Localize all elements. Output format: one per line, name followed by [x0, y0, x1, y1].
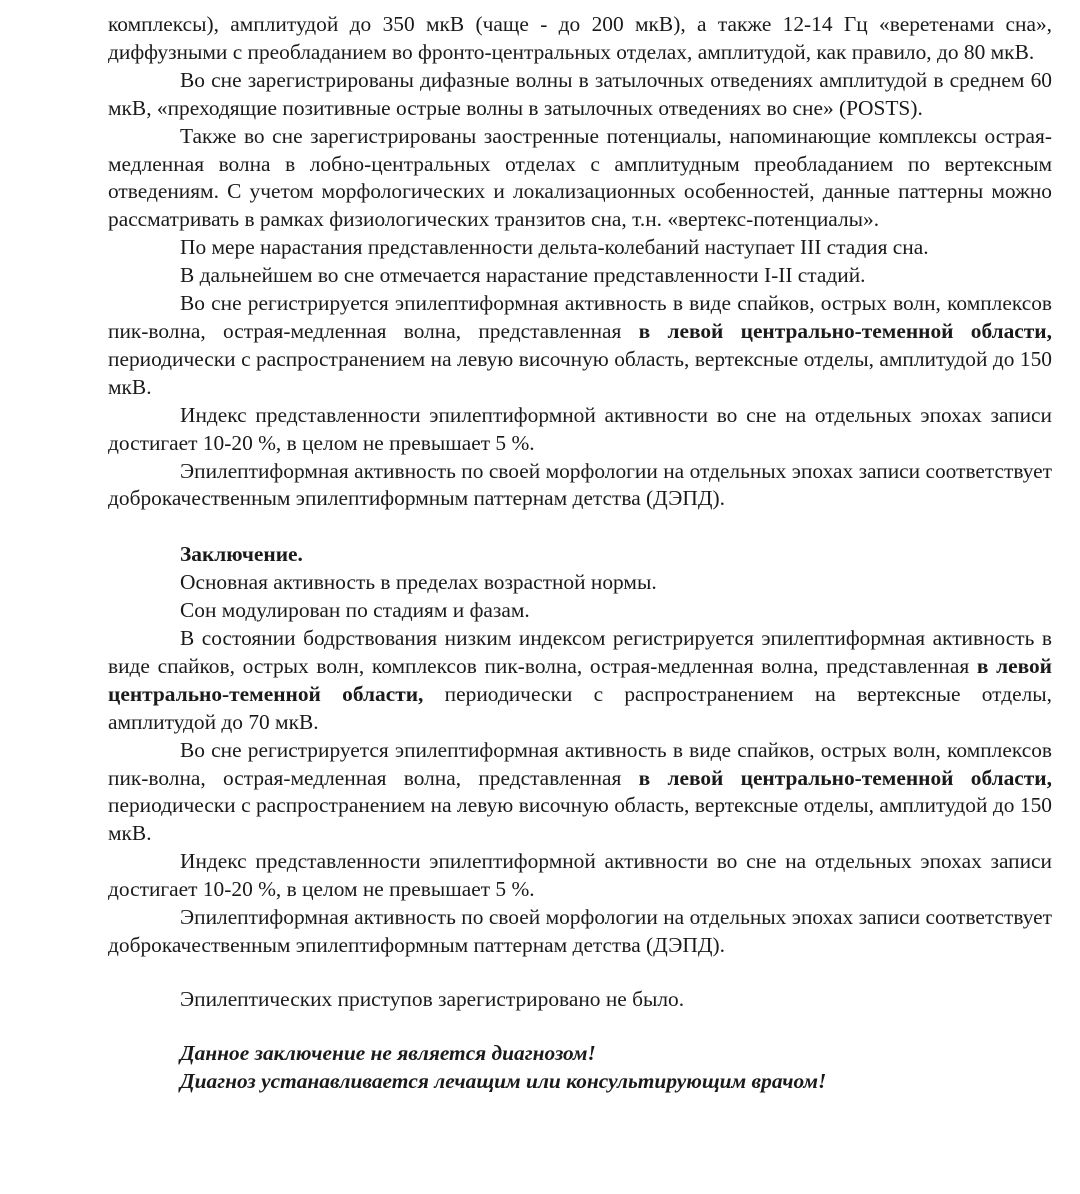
- intro-paragraph-continuation: комплексы), амплитудой до 350 мкВ (чаще - до 200 мкВ), а также 12-14 Гц «веретенами сна», диффузными с преобладанием во фронто-центральных отделах, амплитудой, как правило, до 80 мкВ.: [108, 12, 1052, 64]
- document-page: [108, 11, 1052, 1096]
- bold-location-text: в левой центрально-теменной области,: [638, 765, 1052, 790]
- intro-paragraph-posts: Во сне зарегистрированы дифазные волны в затылочных отведениях амплитудой в среднем 60 мкВ, «преходящие позитивные острые волны в затылочных отведениях во сне» (POSTS).: [108, 67, 1052, 120]
- conclusion-sleep-epileptiform: [108, 737, 1052, 849]
- text-segment: Во сне регистрируется эпилептиформная активность в виде спайков, острых волн, комплексов пик-волна, острая-медленная волна, представленная: [108, 291, 1052, 343]
- conclusion-sleep-modulation: Сон модулирован по стадиям и фазам.: [180, 598, 530, 623]
- intro-paragraph-vertex-potentials: Также во сне зарегистрированы заостренные потенциалы, напоминающие комплексы острая-медленная волна в лобно-центральных отделах с амплитудным преобладанием по вертексным отведениям. С учетом морфологических и локализационных особенностей, данные паттерны можно рассматривать в рамках физиологических транзитов сна, т.н. «вертекс-потенциалы».: [108, 123, 1052, 232]
- conclusion-basic-activity: Основная активность в пределах возрастной нормы.: [180, 570, 657, 595]
- intro-paragraph-index: Индекс представленности эпилептиформной активности во сне на отдельных эпохах записи достигает 10-20 %, в целом не превышает 5 %.: [108, 402, 1052, 455]
- disclaimer-line-1: Данное заключение не является диагнозом!: [180, 1040, 596, 1065]
- bold-location-text: в левой центрально-теменной области,: [108, 653, 1052, 706]
- conclusion-no-seizures: Эпилептических приступов зарегистрировано не было.: [180, 986, 685, 1011]
- intro-paragraph-stages-one-two: В дальнейшем во сне отмечается нарастание представленности I-II стадий.: [180, 263, 866, 288]
- conclusion-index: Индекс представленности эпилептиформной активности во сне на отдельных эпохах записи достигает 10-20 %, в целом не превышает 5 %.: [108, 849, 1052, 902]
- spacer: [108, 513, 1052, 541]
- disclaimer-line-2: Диагноз устанавливается лечащим или консультирующим врачом!: [180, 1068, 827, 1093]
- text-segment: Во сне регистрируется эпилептиформная активность в виде спайков, острых волн, комплексов пик-волна, острая-медленная волна, представленная: [108, 737, 1052, 790]
- conclusion-heading: Заключение.: [180, 542, 303, 567]
- conclusion-morphology: Эпилептиформная активность по своей морфологии на отдельных эпохах записи соответствует доброкачественным эпилептиформным паттернам детства (ДЭПД).: [108, 905, 1052, 957]
- text-segment: В состоянии бодрствования низким индексом регистрируется эпилептиформная активность в виде спайков, острых волн, комплексов пик-волна, острая-медленная волна, представленная: [108, 626, 1052, 678]
- text-segment: периодически с распространением на левую височную область, вертексные отделы, амплитудой до 150 мкВ.: [108, 793, 1052, 846]
- spacer: [108, 1014, 1052, 1040]
- text-segment: периодически с распространением на левую височную область, вертексные отделы, амплитудой до 150 мкВ.: [108, 346, 1052, 399]
- intro-paragraph-sleep-epileptiform: [108, 290, 1052, 402]
- text-segment: периодически с распространением на вертексные отделы, амплитудой до 70 мкВ.: [108, 681, 1052, 734]
- bold-location-text: в левой центрально-теменной области,: [638, 318, 1052, 343]
- conclusion-wake-epileptiform: [108, 625, 1052, 737]
- intro-paragraph-morphology: Эпилептиформная активность по своей морфологии на отдельных эпохах записи соответствует доброкачественным эпилептиформным паттернам детства (ДЭПД).: [108, 458, 1052, 511]
- intro-paragraph-stage-three: По мере нарастания представленности дельта-колебаний наступает III стадия сна.: [180, 235, 929, 260]
- spacer: [108, 960, 1052, 986]
